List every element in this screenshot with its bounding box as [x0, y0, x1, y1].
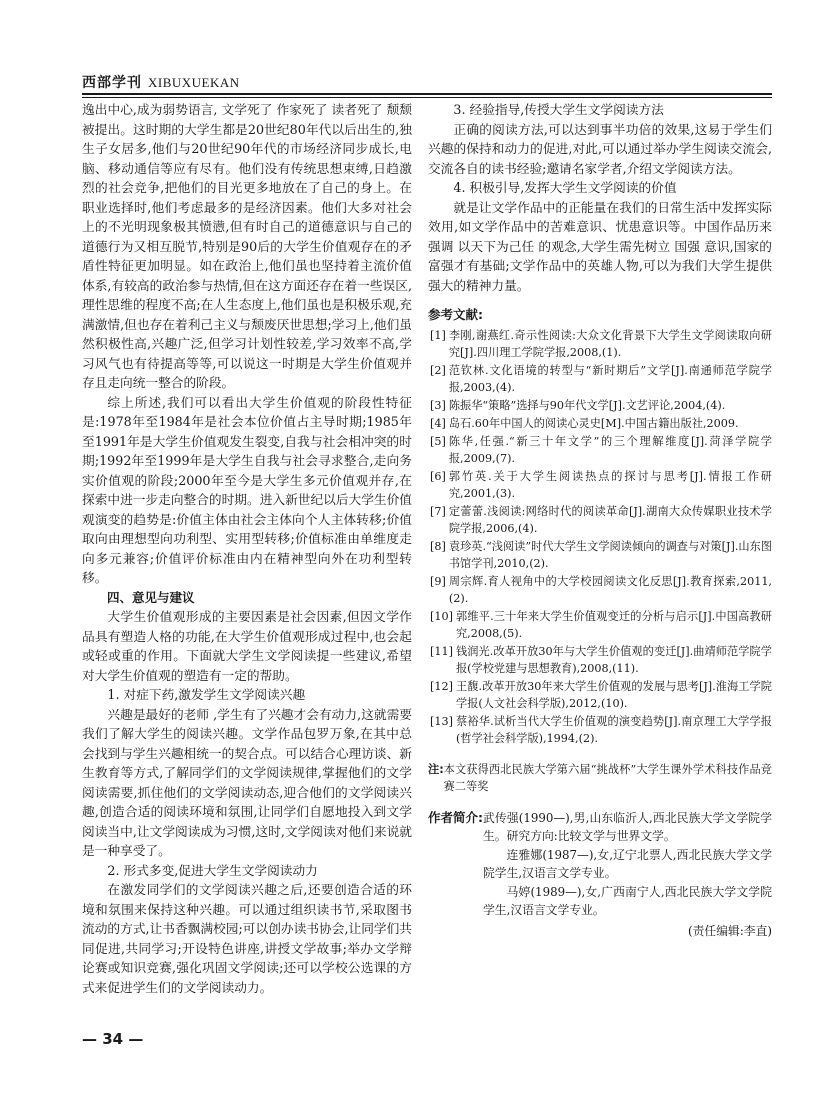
reference-item	[428, 678, 772, 712]
reference-text: 袁珍英.“浅阅读”时代大学生文学阅读倾向的调查与对策[J].山东图书馆学刊,2010,(2).	[448, 539, 772, 570]
reference-text: 王馥.改革开放30年来大学生价值观的发展与思考[J].淮海工学院学报(人文社会科学版),2012,(10).	[455, 679, 772, 710]
reference-item	[428, 573, 772, 607]
journal-name: 西部学刊	[82, 75, 142, 91]
bio-line: 马婷(1989—),女,广西南宁人,西北民族大学文学院学生,汉语言文学专业。	[483, 884, 772, 917]
reference-text: 范钦林.文化语境的转型与“新时期后”文学[J].南通师范学院学报,2003,(4).	[448, 363, 772, 394]
reference-number: [4]	[430, 416, 446, 430]
reference-item	[428, 362, 772, 396]
bio-body	[483, 809, 772, 920]
body-paragraph: 就是让文学作品中的正能量在我们的日常生活中发挥实际效用,如文学作品中的苦难意识、忧患意识等。中国作品历来强调 以天下为己任 的观念,大学生需先树立 国强 意识,国家的富强才有基础;文学作品中的英雄人物,可以为我们大学生提供强大的精神力量。	[428, 199, 772, 293]
reference-item	[428, 468, 772, 502]
reference-text: 岛石.60年中国人的阅读心灵史[M].中国古籍出版社,2009.	[448, 416, 739, 430]
reference-item	[428, 415, 772, 432]
reference-text: 郭维平.三十年来大学生价值观变迁的分析与启示[J].中国高教研究,2008,(5).	[455, 609, 772, 640]
right-column	[428, 100, 772, 941]
bio-line: 连雅娜(1987—),女,辽宁北票人,西北民族大学文学院学生,汉语言文学专业。	[483, 847, 772, 880]
reference-text: 钱润光.改革开放30年与大学生价值观的变迁[J].曲靖师范学院学报(学校党建与思想教育),2008,(11).	[455, 644, 772, 675]
reference-number: [8]	[430, 539, 446, 553]
body-paragraph: 大学生价值观形成的主要因素是社会因素,但因文学作品具有塑造人格的功能,在大学生价值观形成过程中,也会起或轻或重的作用。下面就大学生文学阅读提一些建议,希望对大学生价值观的塑造有一定的帮助。	[82, 609, 412, 683]
page-number: — 34 —	[82, 1030, 144, 1048]
journal-pinyin: XIBUXUEKAN	[148, 75, 240, 90]
bio-label: 作者简介:	[428, 809, 483, 825]
reference-text: 周宗辉.育人视角中的大学校园阅读文化反思[J].教育探索,2011,(2).	[448, 574, 772, 605]
reference-number: [2]	[430, 363, 446, 377]
reference-text: 郭竹英.关于大学生阅读热点的探讨与思考[J].情报工作研究,2001,(3).	[448, 469, 772, 500]
note-text: 本文获得西北民族大学第六届“挑战杯”大学生课外学术科技作品竞赛二等奖	[443, 762, 772, 793]
body-paragraph: 正确的阅读方法,可以达到事半功倍的效果,这易于学生们兴趣的保持和动力的促进,对此,可以通过举办学生阅读交流会,交流各自的读书经验;邀请名家学者,介绍文学阅读方法。	[428, 121, 772, 176]
subsection-heading: 1. 对症下药,激发学生文学阅读兴趣	[107, 687, 306, 702]
reference-number: [13]	[430, 714, 453, 728]
body-paragraph: 兴趣是最好的老师 ,学生有了兴趣才会有动力,这就需要我们了解大学生的阅读兴趣。文学作品包罗万象,在其中总会找到与学生兴趣相统一的契合点。可以结合心理访谈、新生教育等方式,了解同学们的文学阅读规律,掌握他们的文学阅读需要,抓住他们的文学阅读动态,迎合他们的文学阅读兴趣,创造合适的阅读环境和氛围,让同学们自愿地投入到文学阅读当中,让文学阅读成为习惯,这时,文学阅读对他们来说就是一种享受了。	[82, 706, 412, 858]
reference-item	[428, 503, 772, 537]
header-rule-thin	[82, 97, 772, 98]
left-column	[82, 100, 412, 997]
reference-number: [3]	[430, 398, 446, 412]
page-header	[82, 72, 772, 92]
reference-item	[428, 433, 772, 467]
reference-number: [11]	[430, 644, 453, 658]
reference-number: [9]	[430, 574, 446, 588]
references-list	[428, 327, 772, 747]
reference-item	[428, 327, 772, 361]
header-rule-thick	[82, 93, 772, 95]
reference-item	[428, 713, 772, 747]
body-paragraph: 综上所述,我们可以看出大学生价值观的阶段性特征是:1978年至1984年是社会本位价值占主导时期;1985年至1991年是大学生价值观发生裂变,自我与社会相冲突的时期;1992年至1999年是大学生自我与社会寻求整合,走向务实价值观的阶段;2000年至今是大学生多元价值观并存,在探索中进一步走向整合的时期。进入新世纪以后大学生价值观演变的趋势是:价值主体由社会主体向个人主体转移;价值取向由理想型向功利型、实用型转移;价值标准由单维度走向多元兼容;价值评价标准由内在精神型向外在功利型转移。	[82, 394, 412, 585]
reference-text: 定蕾蕾.浅阅读:网络时代的阅读革命[J].湖南大众传媒职业技术学院学报,2006,(4).	[448, 504, 772, 535]
note-label: 注:	[428, 762, 444, 776]
reference-text: 蔡裕华.试析当代大学生价值观的演变趋势[J].南京理工大学学报(哲学社会科学版),1994,(2).	[455, 714, 772, 745]
reference-text: 陈振华“策略”选择与90年代文学[J].文艺评论,2004,(4).	[448, 398, 726, 412]
reference-item	[428, 643, 772, 677]
reference-number: [1]	[430, 328, 446, 342]
bio-line: 武传强(1990—),男,山东临沂人,西北民族大学文学院学生。研究方向:比较文学与世界文学。	[483, 810, 772, 843]
reference-number: [6]	[430, 469, 446, 483]
subsection-heading: 3. 经验指导,传授大学生文学阅读方法	[453, 102, 664, 117]
reference-number: [10]	[430, 609, 453, 623]
reference-item	[428, 608, 772, 642]
author-bio	[428, 809, 772, 920]
section-heading: 四、意见与建议	[107, 589, 195, 605]
reference-number: [7]	[430, 504, 446, 518]
reference-number: [12]	[430, 679, 453, 693]
reference-item	[428, 538, 772, 572]
reference-item	[428, 397, 772, 414]
reference-text: 李刚,谢燕红.奇示性阅读:大众文化背景下大学生文学阅读取向研究[J].四川理工学院学报,2008,(1).	[448, 328, 772, 359]
responsible-editor: (责任编辑:李直)	[688, 923, 772, 938]
reference-number: [5]	[430, 434, 446, 448]
body-paragraph: 在激发同学们的文学阅读兴趣之后,还要创造合适的环境和氛围来保持这种兴趣。可以通过组织读书节,采取图书流动的方式,让书香飘满校园;可以创办读书协会,让同学们共同促进,共同学习;开设特色讲座,讲授文学故事;举办文学辩论赛或知识竞赛,强化巩固文学阅读;还可以学校公选课的方式来促进学生们的文学阅读动力。	[82, 882, 412, 995]
references-title: 参考文献:	[428, 307, 483, 322]
reference-text: 陈华,任强.“新三十年文学”的三个理解维度[J].菏泽学院学报,2009,(7).	[448, 434, 772, 465]
funding-note	[428, 761, 772, 795]
body-paragraph: 逸出中心,成为弱势语言, 文学死了 作家死了 读者死了 颓颓被提出。这时期的大学生都是20世纪80年代以后出生的,独生子女居多,他们与20世纪90年代的市场经济同步成长,电脑、移动通信等应有尽有。他们没有传统思想束缚,日趋激烈的社会竞争,把他们的目光更多地放在了自己的身上。在职业选择时,他们考虑最多的是经济因素。他们大多对社会上的不光明现象极其愤懑,但有时自己的道德意识与自己的道德行为又相互脱节,特别是90后的大学生价值观存在的矛盾性特征更加明显。如在政治上,他们虽也坚持着主流价值体系,有较高的政治参与热情,但在这方面还存在着一些误区,理性思维的程度不高;在人生态度上,他们虽也是积极乐观,充满激情,但也存在着利己主义与颓废厌世思想;学习上,他们虽然积极性高,兴趣广泛,但学习计划性较差,学习效率不高,学习风气也有待提高等等,可以说这一时期是大学生价值观并存且走向统一整合的阶段。	[82, 102, 412, 390]
subsection-heading: 2. 形式多变,促进大学生文学阅读动力	[107, 862, 318, 878]
subsection-heading: 4. 积极引导,发挥大学生文学阅读的价值	[453, 180, 677, 195]
